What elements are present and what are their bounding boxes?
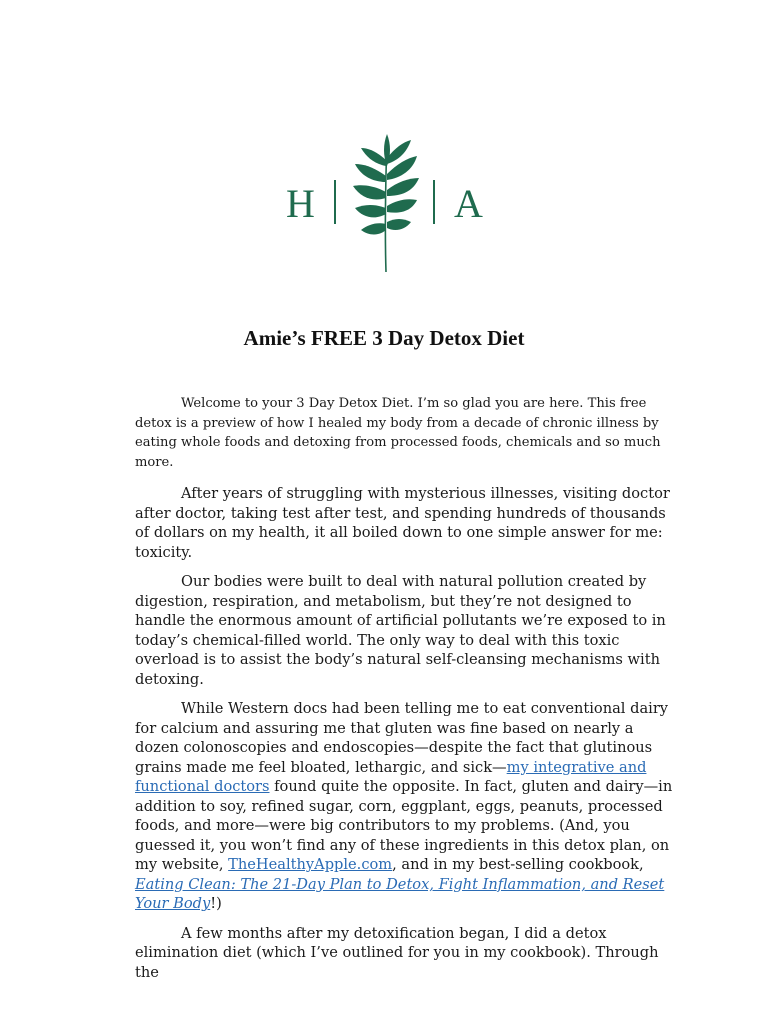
article-body	[135, 394, 680, 992]
logo-letter-a: A	[454, 181, 483, 226]
cookbook-link[interactable]: Eating Clean: The 21-Day Plan to Detox, Fight Inflammation, and Reset Your Body	[135, 875, 665, 913]
paragraph-text: found quite the opposite. In fact, gluten and dairy—in addition to soy, refined sugar, corn, eggplant, eggs, peanuts, processed foods, and more—were big contributors to my problems. (And, you guessed it, you won’t find any of these ingredients in this detox plan, on my website,	[135, 778, 673, 874]
integrative-doctors-link[interactable]: my integrative and functional doctors	[135, 758, 647, 796]
paragraph-elimination: A few months after my detoxification began, I did a detox elimination diet (which I’ve outlined for you in my cookbook). Through the	[135, 924, 659, 981]
healthy-apple-link[interactable]: TheHealthyApple.com	[228, 856, 393, 874]
paragraph-toxicity: After years of struggling with mysterious illnesses, visiting doctor after doctor, taking test after test, and spending hundreds of thousands of dollars on my health, it all boiled down to one simple answer for me: toxicity.	[135, 485, 670, 561]
paragraph-pollution: Our bodies were built to deal with natural pollution created by digestion, respiration, and metabolism, but they’re not designed to handle the enormous amount of artificial pollutants we’re exposed to in today’s chemical-filled world. The only way to deal with this toxic overload is to assist the body’s natural self-cleansing mechanisms with detoxing.	[135, 573, 666, 688]
logo-divider-right	[433, 180, 435, 224]
brand-logo	[270, 130, 500, 280]
paragraph-text: !)	[210, 895, 222, 913]
logo-divider-left	[334, 180, 336, 224]
paragraph-text: , and in my best-selling cookbook,	[392, 856, 644, 874]
paragraph-doctors	[135, 699, 680, 914]
page-title: Amie’s FREE 3 Day Detox Diet	[243, 326, 525, 350]
paragraph-text: While Western docs had been telling me to eat conventional dairy for calcium and assuring me that gluten was fine based on nearly a dozen colonoscopies and endoscopies—despite the fact that glutinous grains made me feel bloated, lethargic, and sick—	[135, 700, 669, 776]
olive-branch-icon	[349, 130, 423, 272]
paragraph-intro: Welcome to your 3 Day Detox Diet. I’m so glad you are here. This free detox is a preview of how I healed my body from a decade of chronic illness by eating whole foods and detoxing from processed foods, chemicals and so much more.	[135, 396, 661, 470]
logo-letter-h: H	[286, 181, 315, 226]
